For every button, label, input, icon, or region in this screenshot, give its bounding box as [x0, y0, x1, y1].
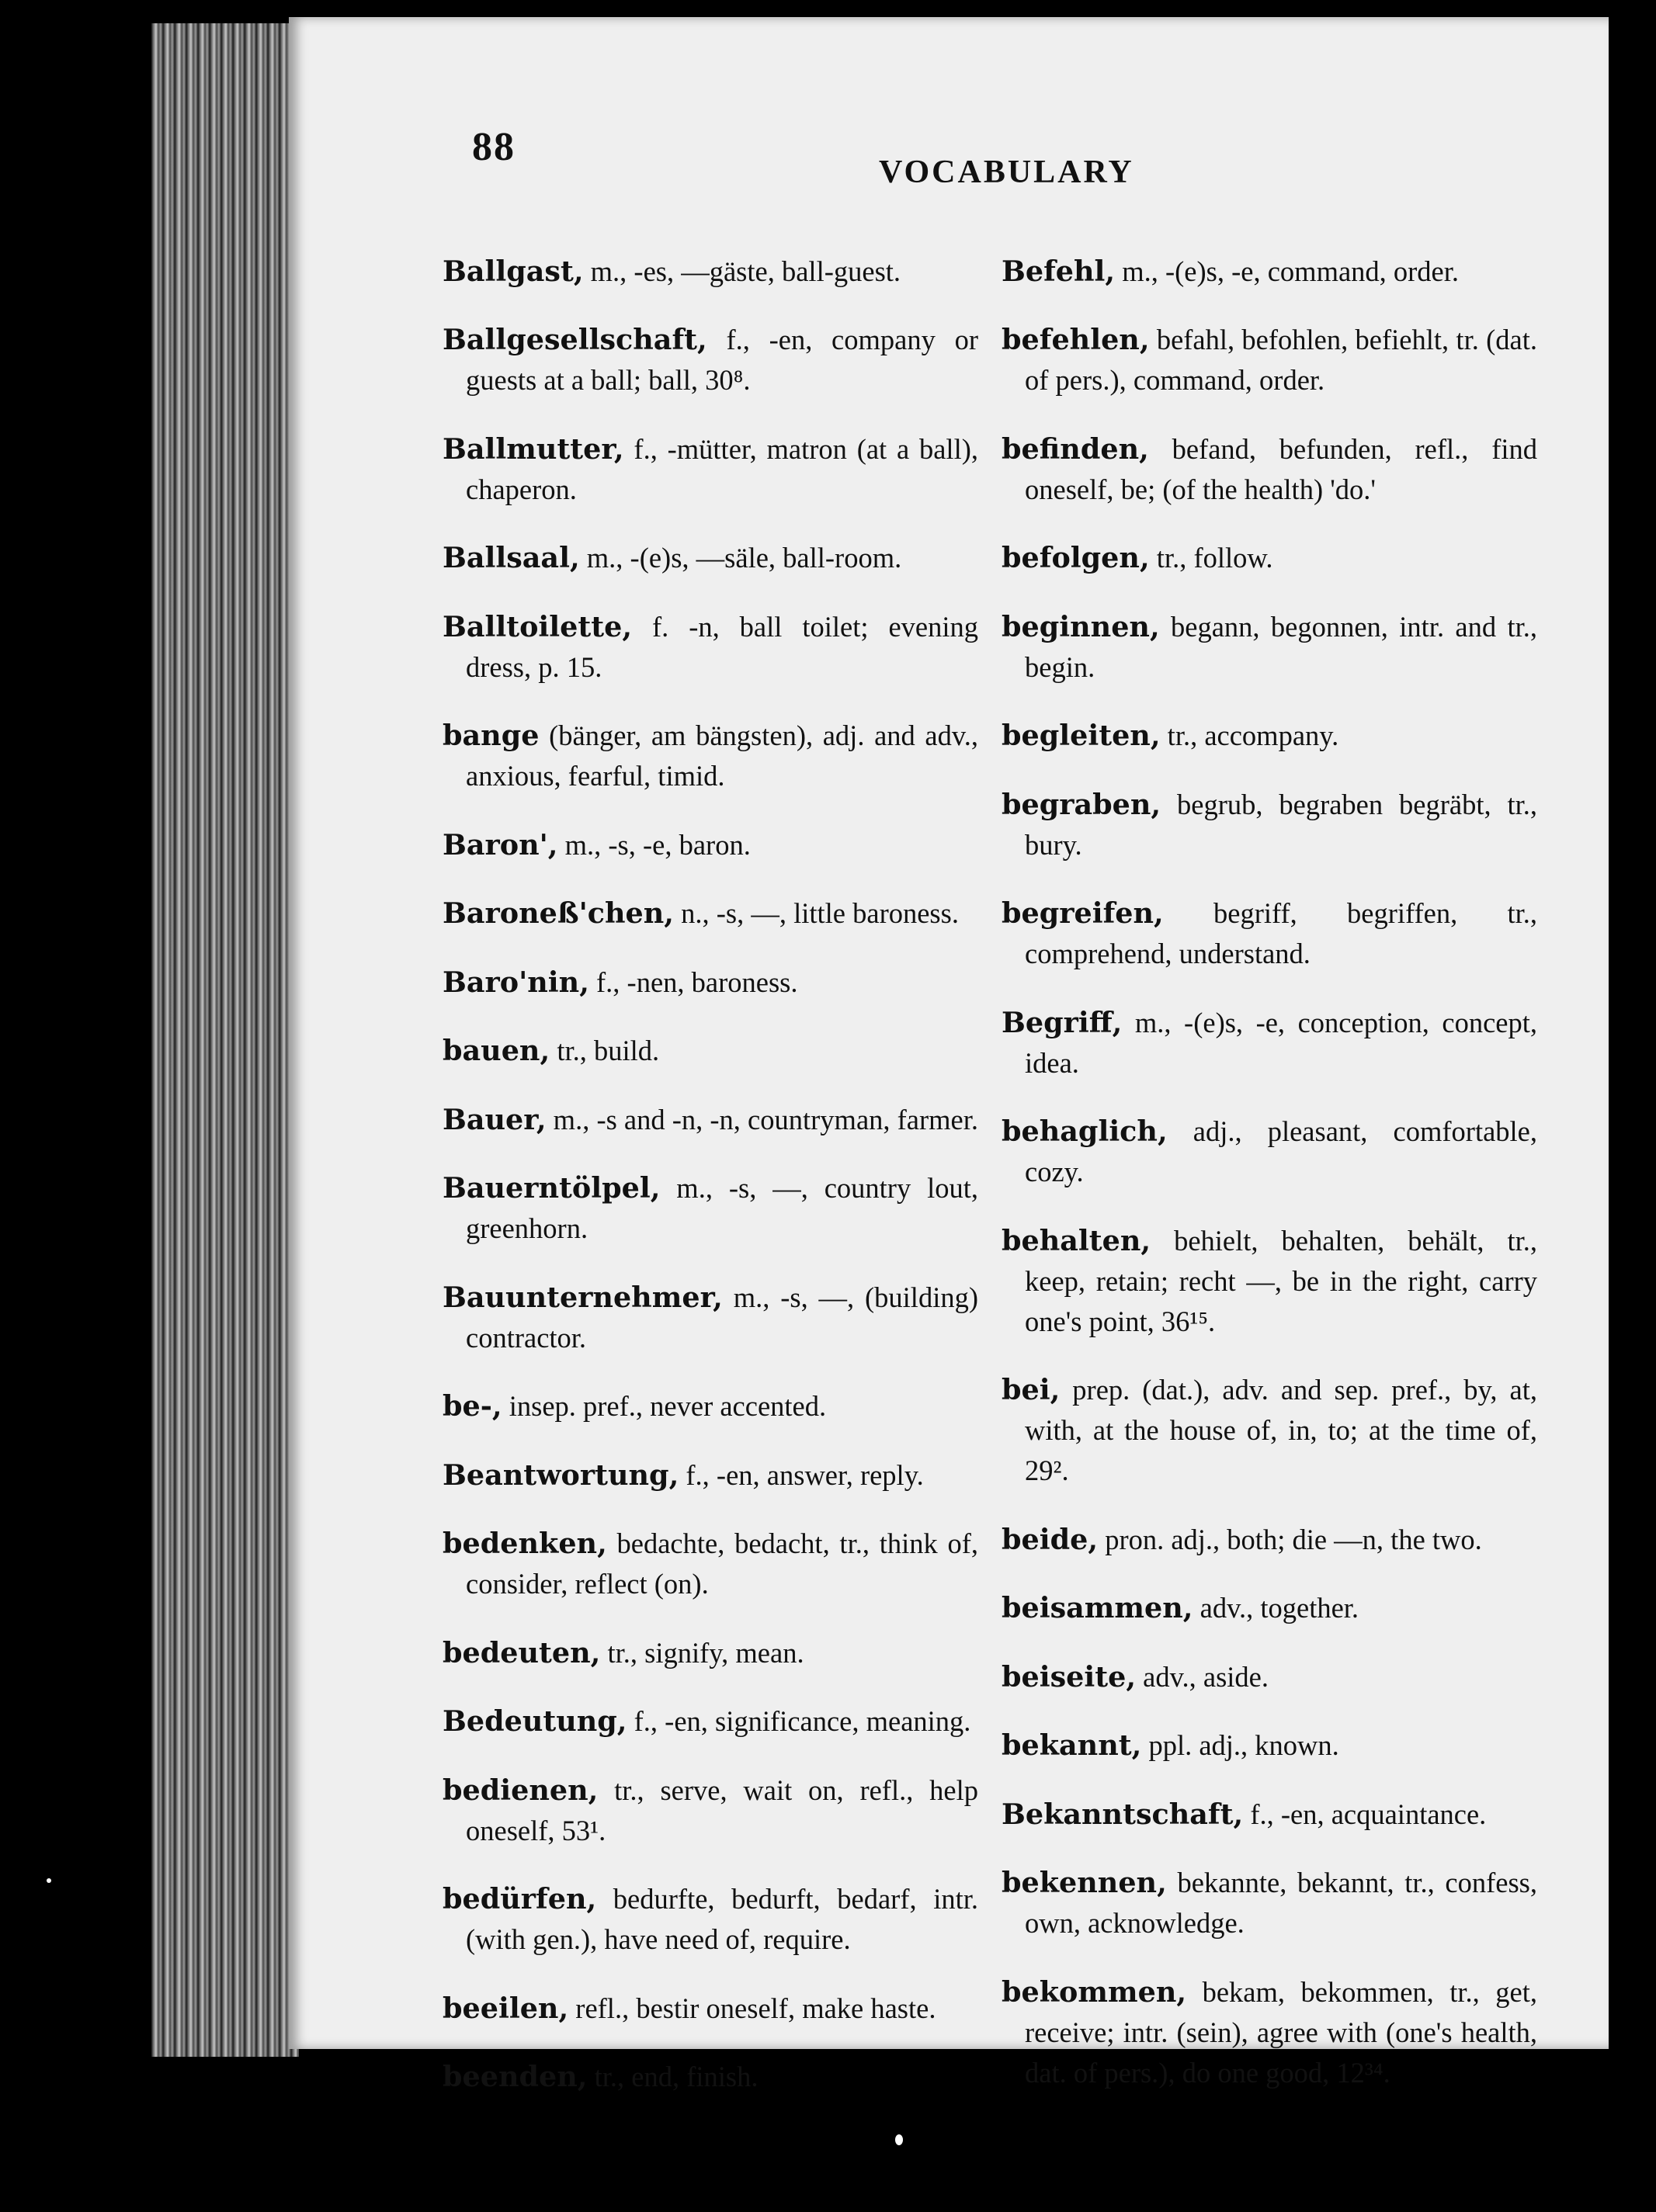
vocab-entry: [1002, 893, 1537, 974]
definition: adv., aside.: [1136, 1660, 1269, 1693]
vocab-entry: [443, 716, 978, 796]
vocab-entry: [1002, 1221, 1537, 1342]
vocab-entry: [1002, 1794, 1537, 1835]
definition: adv., together.: [1193, 1592, 1359, 1624]
headword: Ballgast,: [443, 254, 584, 288]
vocab-entry: [443, 429, 978, 510]
headword: beeilen,: [443, 1991, 569, 2025]
definition: bedachte, bedacht, tr., think of, consider, reflect (on).: [466, 1527, 978, 1600]
page-number: 88: [472, 125, 516, 169]
definition: tr., serve, wait on, refl., help oneself, 53¹.: [466, 1773, 978, 1846]
vocab-entry: [443, 893, 978, 934]
definition: tr., accompany.: [1160, 719, 1339, 751]
definition: tr., signify, mean.: [600, 1636, 804, 1669]
vocab-entry: [1002, 320, 1537, 400]
vocab-entry: [443, 1278, 978, 1358]
headword: beginnen,: [1002, 609, 1160, 643]
definition: f., -en, acquaintance.: [1243, 1798, 1487, 1830]
vocab-entry: [443, 825, 978, 865]
vocab-entry: [443, 1988, 978, 2029]
vocab-entry: [1002, 538, 1537, 578]
definition: begann, begonnen, intr. and tr., begin.: [1025, 610, 1537, 683]
vocab-entry: [1002, 1725, 1537, 1766]
definition: m., -es, —gäste, ball-guest.: [583, 255, 901, 287]
headword: bedenken,: [443, 1527, 607, 1560]
right-column: [1002, 223, 1537, 2096]
headword: Bedeutung,: [443, 1704, 627, 1738]
definition: begriff, begriffen, tr., comprehend, understand.: [1025, 897, 1537, 969]
definition: f., -en, company or guests at a ball; ball, 30⁸.: [466, 324, 978, 396]
definition: begrub, begraben begräbt, tr., bury.: [1025, 788, 1537, 861]
definition: m., -s, —, country lout, greenhorn.: [466, 1172, 978, 1244]
headword: bedienen,: [443, 1773, 599, 1807]
definition: m., -(e)s, -e, command, order.: [1115, 255, 1460, 287]
definition: befahl, befohlen, befiehlt, tr. (dat. of pers.), command, order.: [1025, 324, 1537, 396]
vocab-entry: [1002, 785, 1537, 865]
headword: Bauunternehmer,: [443, 1280, 723, 1314]
vocab-entry: [443, 1770, 978, 1851]
dust-speck: [47, 1878, 51, 1883]
definition: bedurfte, bedurft, bedarf, intr. (with gen.), have need of, require.: [466, 1883, 978, 1955]
headword: bange: [443, 719, 540, 752]
definition: tr., end, finish.: [587, 2061, 759, 2092]
headword: bekommen,: [1002, 1975, 1187, 2009]
definition: behielt, behalten, behält, tr., keep, retain; recht —, be in the right, carry one's point, 36¹⁵.: [1025, 1224, 1537, 1337]
vocab-entry: [443, 538, 978, 578]
book-page-edges: [151, 23, 299, 2057]
headword: begreifen,: [1002, 896, 1164, 930]
vocab-entry: [443, 962, 978, 1003]
headword: behaglich,: [1002, 1115, 1168, 1148]
headword: bekannt,: [1002, 1728, 1142, 1762]
headword: Ballmutter,: [443, 432, 624, 466]
definition: f., -mütter, matron (at a ball), chaperon.: [466, 432, 978, 505]
headword: Ballsaal,: [443, 541, 580, 574]
vocab-entry: [1002, 716, 1537, 756]
definition: f., -en, answer, reply.: [679, 1458, 924, 1491]
definition: m., -s and -n, -n, countryman, farmer.: [546, 1103, 979, 1135]
dust-speck: [895, 2134, 903, 2145]
vocab-entry: [443, 1031, 978, 1071]
vocab-entry: [443, 1455, 978, 1496]
scan-border: [1609, 0, 1656, 2212]
headword: bekennen,: [1002, 1866, 1167, 1899]
definition: m., -s, -e, baron.: [557, 828, 751, 861]
running-head: VOCABULARY: [879, 154, 1134, 190]
headword: befolgen,: [1002, 541, 1150, 574]
vocab-entry: [1002, 1972, 1537, 2093]
vocab-entry: [443, 1386, 978, 1427]
definition: (bänger, am bängsten), adj. and adv., anxious, fearful, timid.: [466, 719, 978, 792]
headword: begraben,: [1002, 787, 1161, 821]
vocab-entry: [443, 1524, 978, 1604]
headword: befinden,: [1002, 432, 1149, 466]
vocab-entry: [443, 1168, 978, 1249]
headword: Bekanntschaft,: [1002, 1797, 1244, 1831]
vocab-entry: [1002, 1520, 1537, 1560]
headword: Ballgesellschaft,: [443, 323, 707, 356]
vocab-entry: [443, 1633, 978, 1673]
definition: insep. pref., never accented.: [502, 1390, 827, 1422]
vocab-entry: [1002, 1003, 1537, 1083]
headword: beide,: [1002, 1522, 1099, 1556]
vocab-entry: [1002, 429, 1537, 510]
vocab-entry: [443, 1701, 978, 1742]
definition: f., -en, significance, meaning.: [627, 1705, 971, 1737]
headword: Begriff,: [1002, 1005, 1123, 1039]
definition: m., -(e)s, —säle, ball-room.: [579, 542, 902, 574]
headword: Befehl,: [1002, 254, 1116, 288]
vocab-entry: [1002, 1370, 1537, 1491]
vocab-entry: [443, 1879, 978, 1960]
headword: befehlen,: [1002, 323, 1150, 356]
definition: tr., build.: [550, 1035, 660, 1066]
headword: beiseite,: [1002, 1659, 1137, 1694]
headword: be-,: [443, 1389, 502, 1423]
vocab-entry: [1002, 251, 1537, 292]
vocab-entry: [443, 320, 978, 400]
vocab-entry: [443, 2057, 978, 2097]
vocab-entry: [443, 251, 978, 292]
left-column: [443, 223, 978, 2100]
headword: Baroneß'chen,: [443, 896, 674, 930]
definition: f. -n, ball toilet; evening dress, p. 15.: [466, 610, 978, 683]
headword: Bauerntölpel,: [443, 1171, 661, 1205]
headword: bei,: [1002, 1373, 1061, 1406]
headword: Balltoilette,: [443, 609, 633, 643]
headword: bedürfen,: [443, 1882, 597, 1916]
headword: bedeuten,: [443, 1635, 601, 1669]
definition: prep. (dat.), adv. and sep. pref., by, at, with, at the house of, in, to; at the time of, 29².: [1025, 1374, 1537, 1486]
headword: Baro'nin,: [443, 965, 589, 999]
vocab-entry: [1002, 1588, 1537, 1628]
headword: beisammen,: [1002, 1591, 1193, 1624]
definition: tr., follow.: [1149, 542, 1273, 574]
headword: Beantwortung,: [443, 1458, 679, 1492]
vocab-entry: [1002, 1111, 1537, 1192]
vocab-entry: [1002, 1863, 1537, 1943]
definition: bekam, bekommen, tr., get, receive; intr. (sein), agree with (one's health, dat. of pers.), do one good, 12³⁴.: [1025, 1975, 1537, 2089]
definition: refl., bestir oneself, make haste.: [568, 1992, 936, 2024]
vocab-entry: [1002, 1657, 1537, 1697]
vocab-entry: [1002, 607, 1537, 688]
headword: bauen,: [443, 1034, 550, 1067]
definition: adj., pleasant, comfortable, cozy.: [1025, 1115, 1537, 1187]
headword: Baron',: [443, 827, 558, 862]
definition: bekannte, bekannt, tr., confess, own, acknowledge.: [1025, 1867, 1537, 1939]
definition: m., -s, —, (building) contractor.: [466, 1281, 978, 1354]
definition: m., -(e)s, -e, conception, concept, idea.: [1025, 1006, 1537, 1079]
headword: Bauer,: [443, 1102, 547, 1136]
book-page: [289, 17, 1609, 2093]
headword: begleiten,: [1002, 719, 1161, 752]
definition: n., -s, —, little baroness.: [673, 897, 959, 929]
headword: beenden,: [443, 2060, 588, 2093]
definition: pron. adj., both; die —n, the two.: [1098, 1523, 1482, 1555]
definition: ppl. adj., known.: [1141, 1729, 1339, 1761]
vocab-entry: [443, 607, 978, 688]
definition: befand, befunden, refl., find oneself, be; (of the health) 'do.': [1025, 432, 1537, 505]
headword: behalten,: [1002, 1223, 1151, 1257]
vocab-entry: [443, 1100, 978, 1140]
definition: f., -nen, baroness.: [588, 966, 798, 998]
